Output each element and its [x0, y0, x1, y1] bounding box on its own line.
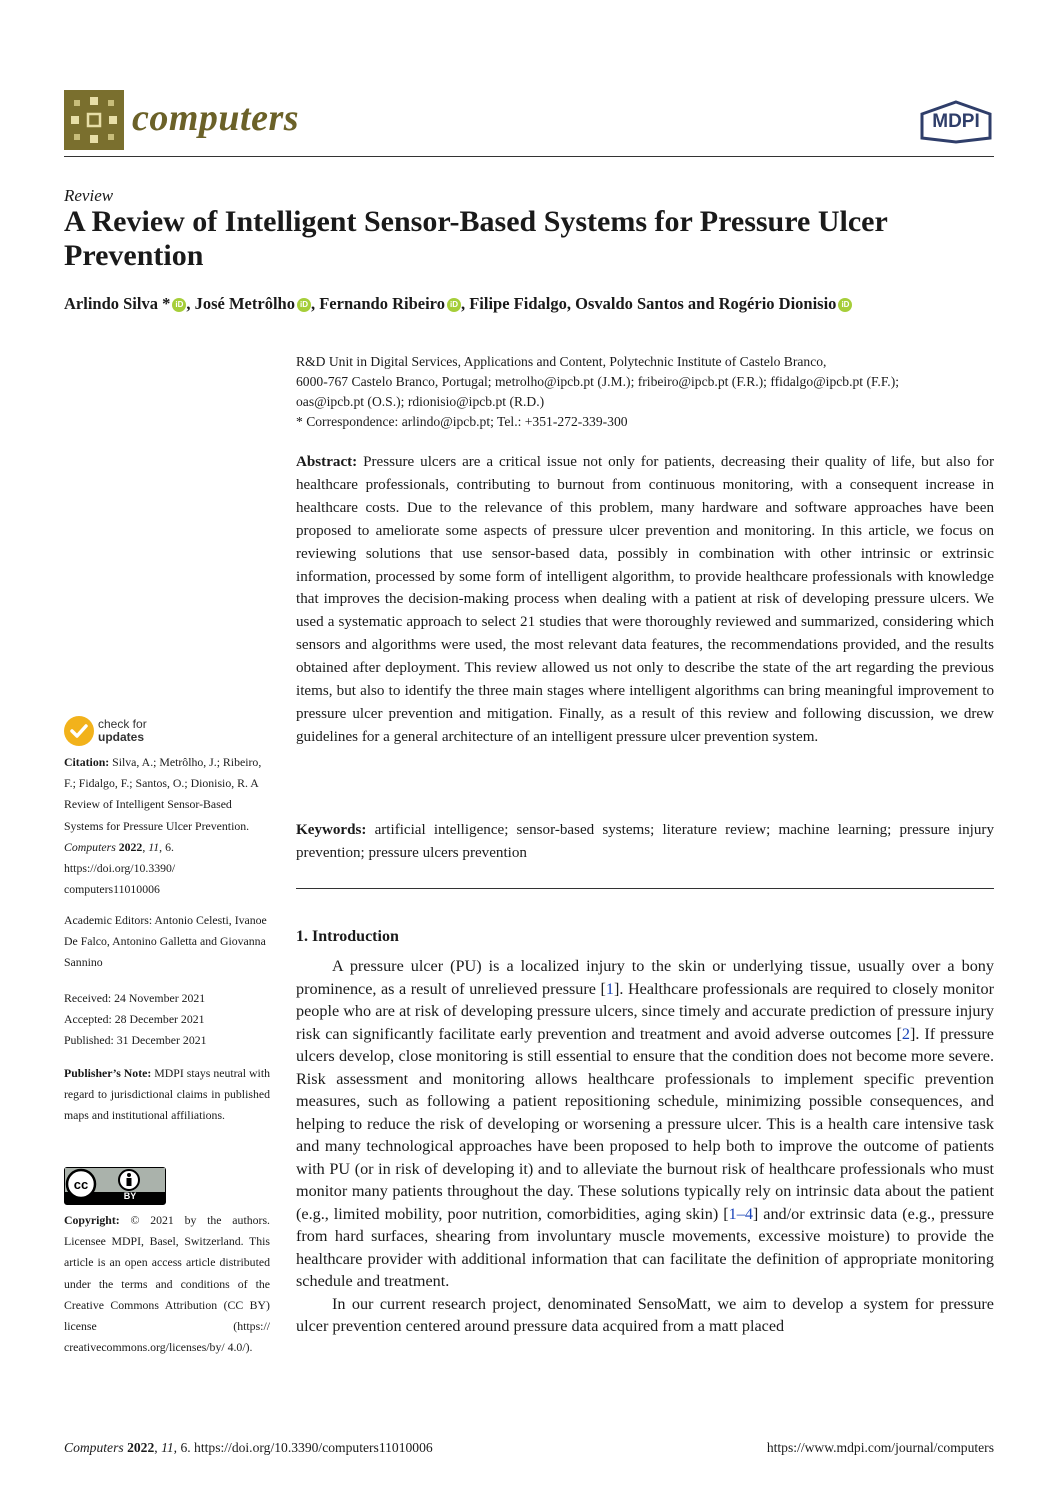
keywords — [296, 819, 994, 864]
journal-name: computers — [132, 97, 300, 139]
creative-commons-icon — [65, 1168, 165, 1204]
cc-by-label: BY — [123, 1191, 137, 1201]
footer-year: 2022 — [127, 1440, 155, 1455]
publisher-note — [64, 1063, 270, 1127]
citation-year: 2022 — [118, 839, 143, 854]
copyright-text: © 2021 by the authors. Licensee MDPI, Basel, Switzerland. This article is an open access article distributed under the terms and conditions of the Creative Commons Attribution (CC BY) license (https:// creativecommons.org/licenses/by/ 4.0/). — [64, 1213, 270, 1355]
correspondence: * Correspondence: arlindo@ipcb.pt; Tel.: +351-272-339-300 — [296, 414, 628, 429]
copyright-label: Copyright: — [64, 1213, 120, 1227]
affiliation-line: R&D Unit in Digital Services, Applications and Content, Polytechnic Institute of Castelo Branco, — [296, 354, 827, 369]
citation-text: Silva, A.; Metrôlho, J.; Ribeiro, F.; Fidalgo, F.; Santos, O.; Dionisio, R. A Review of Intelligent Sensor-Based Systems for Pressure Ulcer Prevention. — [64, 755, 262, 833]
abstract-rule — [296, 888, 994, 889]
check-updates-icon — [64, 716, 94, 746]
article-type: Review — [64, 186, 114, 205]
author-name[interactable]: José Metrôlho — [194, 294, 295, 313]
citation-label: Citation: — [64, 755, 110, 769]
affiliation-line: oas@ipcb.pt (O.S.); rdionisio@ipcb.pt (R.D.) — [296, 394, 545, 409]
affiliation-block — [296, 352, 996, 432]
article-title: A Review of Intelligent Sensor-Based Systems for Pressure Ulcer Prevention — [64, 205, 888, 272]
text-run: ]. If pressure ulcers develop, close monitoring is still essential to ensure that the condition does not become more severe. Risk assessment and monitoring allows healthcare professionals to implement specific prevention measures, such as following a patient repositioning schedule, minimizing possible consequences, and helping to reduce the risk of developing or worsening a pressure ulcer. This is a health care intensive task and many technological approaches have been proposed to help both to improve the outcome of patients with PU (or in risk of developing it) and to alleviate the burnout risk of healthcare professionals who must monitor many patients throughout the day. These solutions typically rely on intrinsic data about the patient (e.g., limited mobility, poor nutrition, comorbidities, aging skin) [ — [296, 1024, 994, 1223]
author-name[interactable]: Osvaldo Santos — [575, 294, 684, 313]
mdpi-logo — [918, 100, 994, 149]
reference-link[interactable]: 1–4 — [728, 1204, 753, 1223]
publisher-note-text: MDPI stays neutral with regard to jurisdictional claims in published maps and institutional affiliations. — [64, 1066, 271, 1123]
author-name[interactable]: Arlindo Silva * — [64, 294, 171, 313]
introduction-body — [296, 955, 994, 1338]
check-updates-line: check for — [98, 717, 147, 731]
academic-editors: Academic Editors: Antonio Celesti, Ivanoe De Falco, Antonino Galletta and Giovanna Sannino — [64, 913, 267, 970]
accepted-date: Accepted: 28 December 2021 — [64, 1012, 205, 1027]
journal-logo — [64, 90, 124, 150]
orcid-icon[interactable]: iD — [838, 298, 852, 312]
mdpi-logo-text: MDPI — [932, 111, 980, 132]
abstract-text: Pressure ulcers are a critical issue not only for patients, decreasing their quality of life, but also for healthcare professionals, contributing to burnout from continuous monitoring, with a consequent increase in healthcare costs. Due to the relevance of this problem, many hardware and software approaches have been proposed to ameliorate some aspects of pressure ulcer prevention and monitoring. In this article, we focus on reviewing solutions that use sensor-based data, possibly in combination with other intrinsic or extrinsic information, processed by some form of intelligent algorithm, to provide healthcare professionals with knowledge that improves the decision-making process when dealing with a patient at risk of developing pressure ulcers. We used a systematic approach to select 21 studies that were thoroughly reviewed and summarized, considering which sensors and algorithms were used, the most relevant data features, the recommendations provided, and the results obtained after deployment. This review allowed us not only to describe the state of the art regarding the previous items, but also to identify the three main stages where intelligent algorithms can bring meaningful improvement to pressure ulcer prevention and mitigation. Finally, as a result of this review and following discussion, we drew guidelines for a general architecture of an intelligent pressure ulcer prevention system. — [296, 454, 994, 745]
orcid-icon[interactable]: iD — [297, 298, 311, 312]
affiliation-line: 6000-767 Castelo Branco, Portugal; metrolho@ipcb.pt (J.M.); fribeiro@ipcb.pt (F.R.); ffidalgo@ipcb.pt (F.F.); — [296, 374, 900, 389]
reference-link[interactable]: 1 — [605, 979, 614, 998]
keywords-label: Keywords: — [296, 822, 367, 838]
footer-journal: Computers — [64, 1440, 124, 1455]
publisher-note-label: Publisher’s Note: — [64, 1066, 152, 1080]
citation-doi[interactable]: 6. https://doi.org/10.3390/ computers11010006 — [64, 839, 176, 897]
footer-doi[interactable]: , 6. https://doi.org/10.3390/computers11010006 — [173, 1440, 433, 1455]
reference-link[interactable]: 2 — [901, 1024, 910, 1043]
section-heading: 1. Introduction — [296, 928, 399, 945]
received-date: Received: 24 November 2021 — [64, 991, 206, 1005]
check-updates-line: updates — [98, 730, 145, 744]
journal-logo-icon — [64, 90, 124, 150]
dates-block — [64, 988, 270, 1052]
citation-block: Citation: Silva, A.; Metrôlho, J.; Ribeiro, F.; Fidalgo, F.; Santos, O.; Dionisio, R. A Review of Intelligent Sensor-Based Systems for Pressure Ulcer Prevention. Computers 2022, 11, 6. https://doi.org/10.3390/ computers11010006 — [64, 755, 262, 897]
text-run: ]. Healthcare professionals are required to closely monitor people who are at risk of developing pressure ulcers, since timely and accurate prediction of pressure injury risk can significantly facilitate early prevention and treatment and avoid adverse outcomes [ — [296, 979, 994, 1043]
check-for-updates-button[interactable] — [64, 716, 264, 750]
cc-by-license-badge[interactable] — [64, 1167, 166, 1205]
paragraph — [296, 955, 994, 1293]
footer-volume: 11 — [161, 1440, 174, 1455]
citation-volume: 11 — [148, 839, 160, 854]
abstract — [296, 451, 994, 749]
citation-journal: Computers — [64, 839, 116, 854]
paragraph: In our current research project, denominated SensoMatt, we aim to develop a system for pressure ulcer prevention centered around pressure data acquired from a matt placed — [296, 1294, 994, 1335]
header-rule — [64, 156, 994, 157]
orcid-icon[interactable]: iD — [447, 298, 461, 312]
footer-journal-url[interactable]: https://www.mdpi.com/journal/computers — [766, 1440, 994, 1455]
text-run: ] and/or extrinsic data (e.g., pressure from hard surfaces, shearing from involuntary muscle movements, excessive moisture) to provide the healthcare provider with additional information that can facilitate the definition of appropriate monitoring schedule and treatment. — [296, 1204, 994, 1290]
text-run: A pressure ulcer (PU) is a localized injury to the skin or underlying tissue, usually over a bony prominence, as a result of unrelieved pressure [ — [296, 957, 994, 998]
copyright-block — [64, 1210, 270, 1358]
orcid-icon[interactable]: iD — [172, 298, 186, 312]
check-updates-text — [98, 718, 147, 744]
abstract-label: Abstract: — [296, 454, 358, 470]
author-name[interactable]: Rogério Dionisio — [718, 294, 837, 313]
footer-citation: Computers 2022, 11, 6. https://doi.org/10.3390/computers11010006 — [64, 1440, 433, 1455]
author-list: Arlindo Silva * iD , José Metrôlho iD , Fernando Ribeiro iD , Filipe Fidalgo, Osvaldo Santos and Rogério Dionisio iD — [64, 294, 852, 314]
keywords-text: artificial intelligence; sensor-based systems; literature review; machine learning; pressure injury prevention; pressure ulcers prevention — [296, 822, 994, 861]
svg-text:cc: cc — [73, 1177, 89, 1192]
author-name[interactable]: Fernando Ribeiro — [319, 294, 445, 313]
author-name[interactable]: Filipe Fidalgo — [469, 294, 567, 313]
published-date: Published: 31 December 2021 — [64, 1033, 207, 1048]
